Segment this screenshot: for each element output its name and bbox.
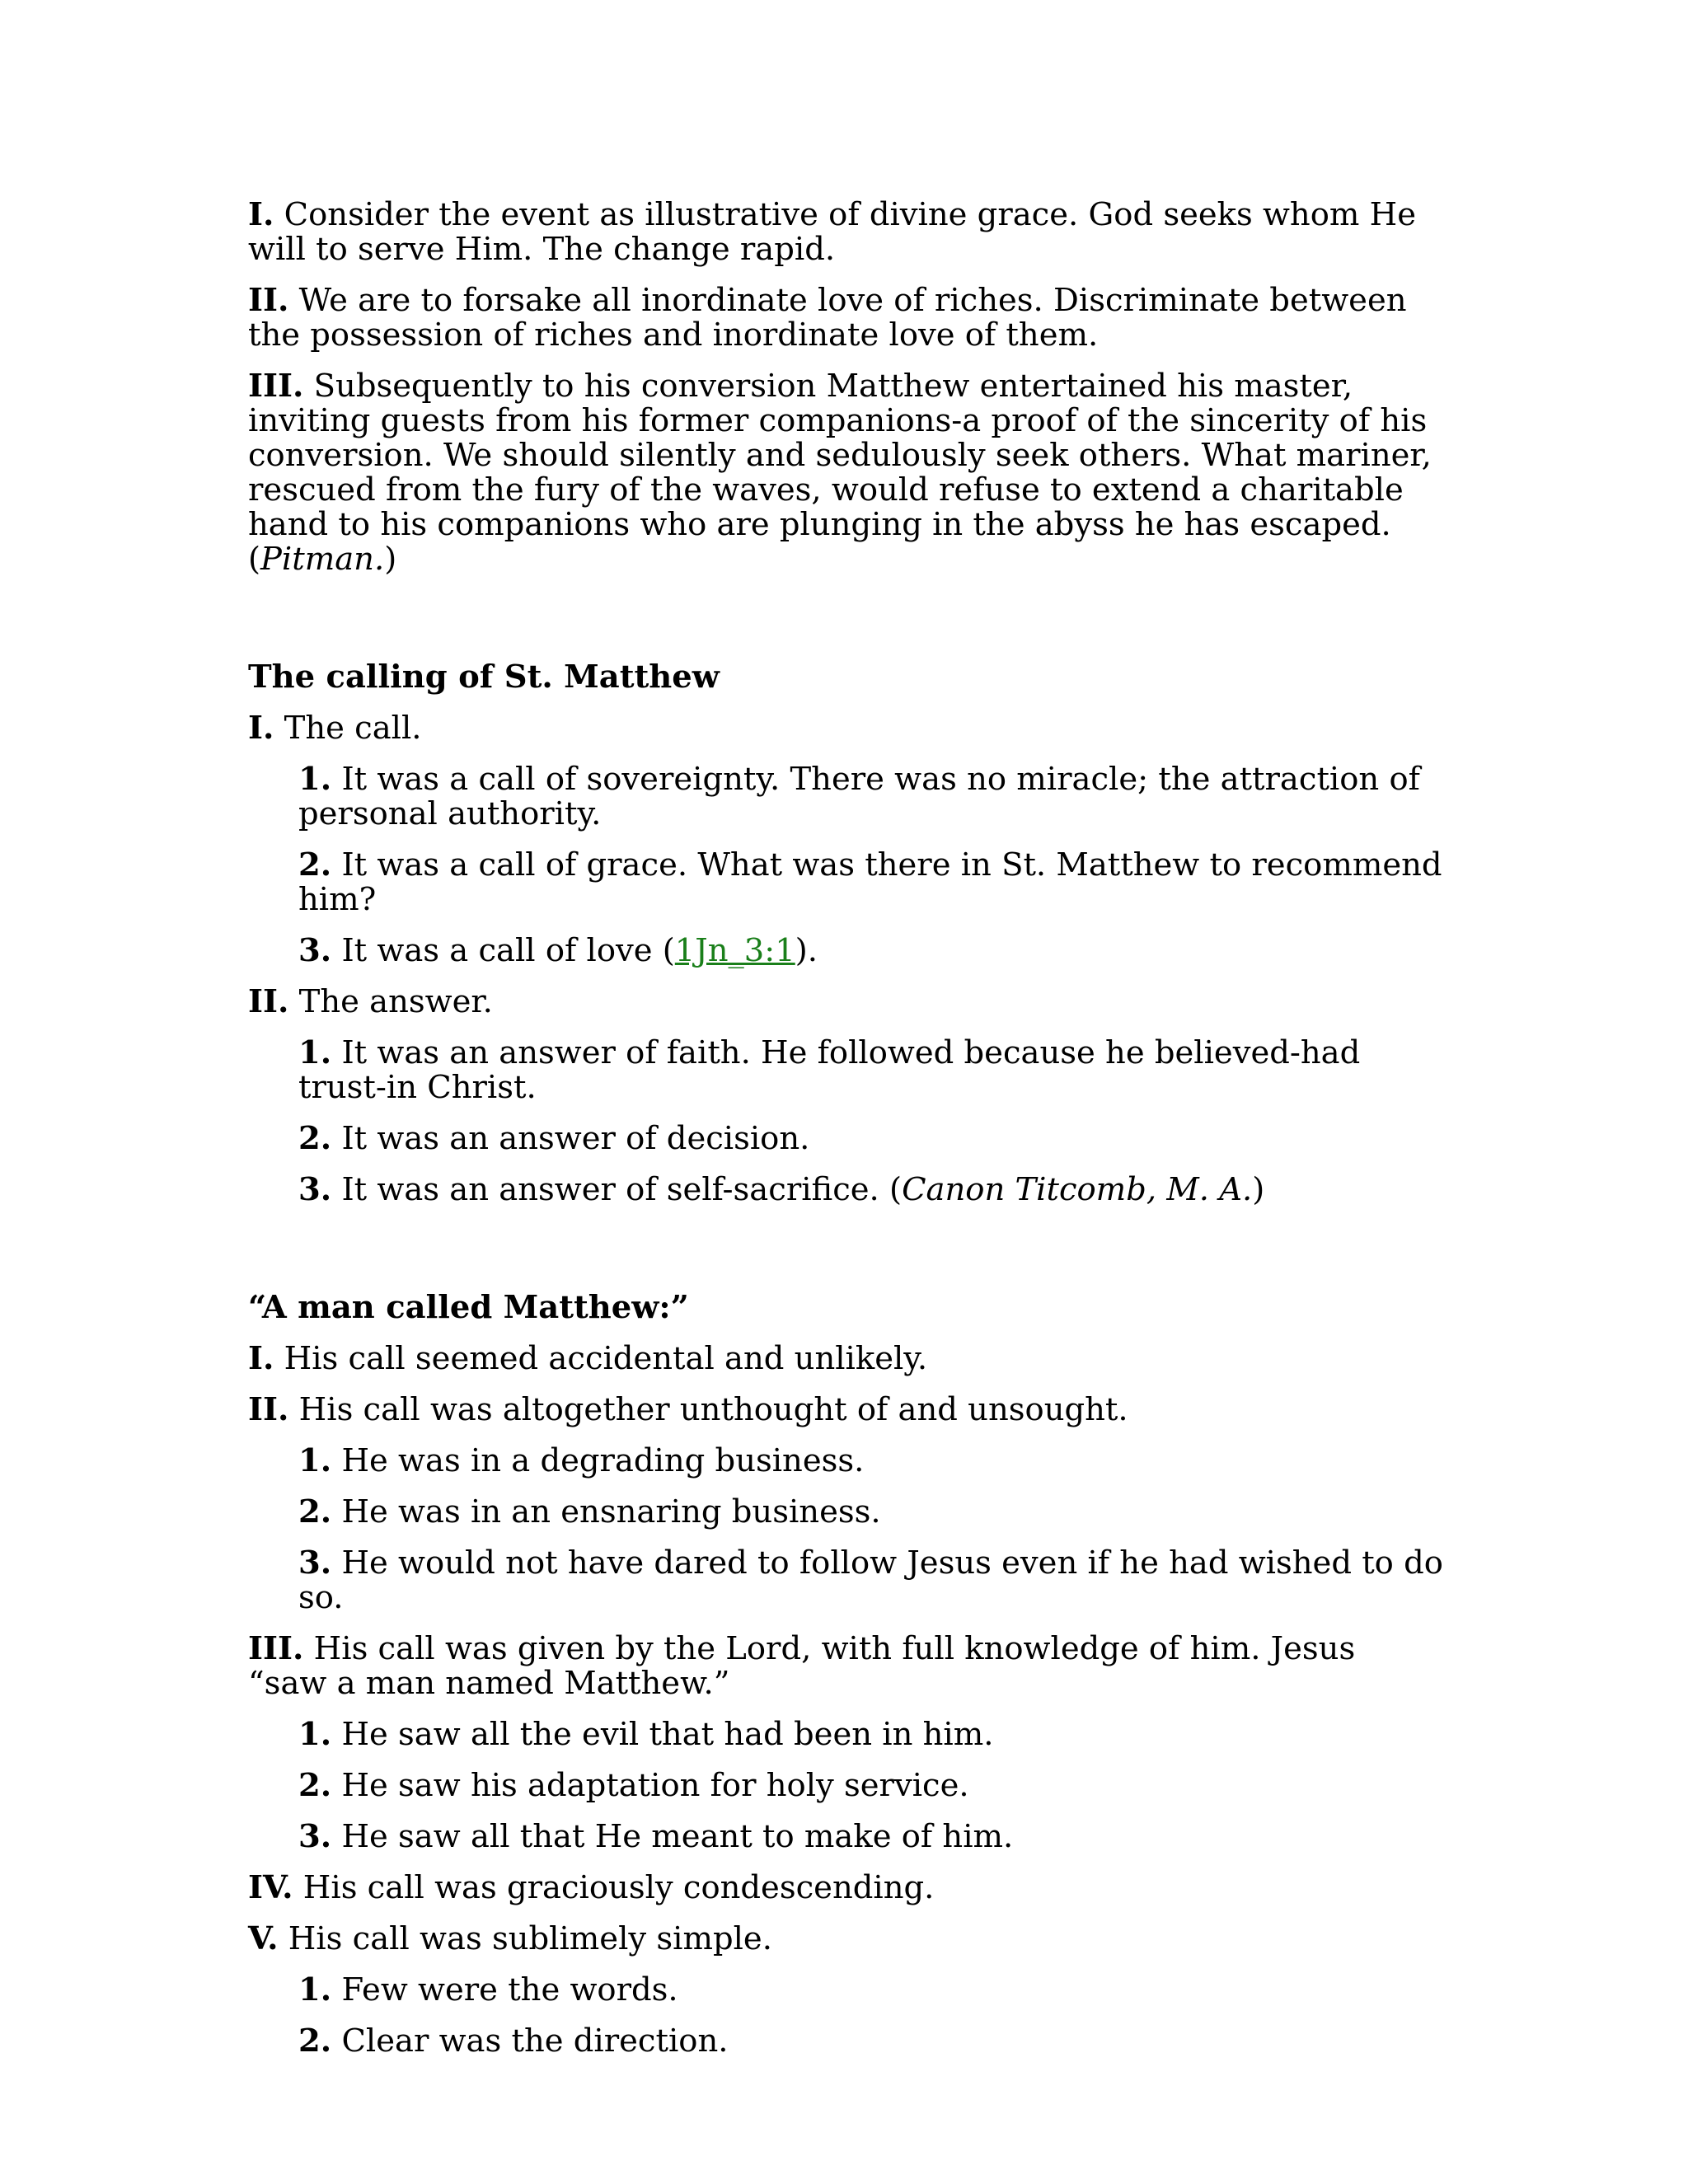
item-text: Few were the words. [331, 1971, 678, 2008]
item-number: II. [248, 1391, 289, 1428]
item-text: His call was sublimely simple. [278, 1920, 772, 1957]
intro-item-2 [248, 284, 1443, 353]
item-number: 3. [298, 1171, 332, 1208]
item-number: 1. [298, 1034, 332, 1071]
item-text: We are to forsake all inordinate love of riches. Discriminate between the possession of riches and inordinate love of them. [248, 282, 1407, 354]
item-number: 3. [298, 1544, 332, 1582]
item-text: His call was given by the Lord, with full knowledge of him. Jesus “saw a man named Matthew.” [248, 1630, 1356, 1702]
item-text: The call. [274, 710, 422, 747]
item-text: His call seemed accidental and unlikely. [274, 1340, 928, 1377]
item-number: II. [248, 282, 289, 319]
item-text: It was a call of grace. What was there in St. Matthew to recommend him? [298, 846, 1442, 918]
outline-subitem [248, 848, 1443, 917]
item-text: It was a call of love ( [331, 932, 675, 969]
item-number: I. [248, 1340, 274, 1377]
outline-subitem [248, 1769, 1443, 1803]
item-text: Subsequently to his conversion Matthew entertained his master, inviting guests from his former companions-a proof of the sincerity of his conversion. We should silently and sedulously seek others. What mariner, rescued from the fury of the waves, would refuse to extend a charitable hand to his companions who are plunging in the abyss he has escaped. ( [248, 368, 1432, 578]
outline-subitem [248, 1718, 1443, 1752]
outline-subitem [248, 2024, 1443, 2059]
item-text: His call was graciously condescending. [293, 1869, 935, 1906]
outline-subitem [248, 762, 1443, 832]
item-text: The answer. [288, 983, 493, 1020]
item-text: He saw all the evil that had been in him. [331, 1716, 994, 1753]
item-text: It was an answer of self-sacrifice. ( [331, 1171, 903, 1208]
item-number: 1. [298, 1971, 332, 2008]
item-number: I. [248, 196, 274, 233]
outline-subitem [248, 1973, 1443, 2008]
section-heading-calling: The calling of St. Matthew [248, 658, 720, 696]
scripture-reference-link[interactable]: 1Jn_3:1 [674, 932, 795, 969]
outline-subitem [248, 1122, 1443, 1156]
item-text: He saw his adaptation for holy service. [331, 1767, 969, 1804]
outline-item [248, 1871, 1443, 1905]
item-number: 2. [298, 846, 332, 883]
item-number: I. [248, 710, 274, 747]
item-text-close: ) [384, 541, 397, 578]
outline-item [248, 1922, 1443, 1957]
outline-item [248, 1342, 1443, 1376]
citation: Pitman. [260, 541, 385, 578]
document-content [248, 198, 1443, 2059]
item-text: His call was altogether unthought of and unsought. [288, 1391, 1128, 1428]
item-number: 3. [298, 932, 332, 969]
item-number: 2. [298, 1767, 332, 1804]
section-heading-man-called-matthew: “A man called Matthew:” [248, 1289, 689, 1326]
item-number: 1. [298, 761, 332, 798]
item-text: He was in a degrading business. [331, 1442, 865, 1479]
item-text: Consider the event as illustrative of divine grace. God seeks whom He will to serve Him. The change rapid. [248, 196, 1417, 268]
item-text: He would not have dared to follow Jesus even if he had wished to do so. [298, 1544, 1443, 1616]
item-number: V. [248, 1920, 279, 1957]
item-number: 3. [298, 1818, 332, 1855]
item-text: He saw all that He meant to make of him. [331, 1818, 1014, 1855]
outline-subitem [248, 1444, 1443, 1479]
item-text-close: ) [1252, 1171, 1265, 1208]
outline-subitem [248, 934, 1443, 968]
outline-item [248, 1393, 1443, 1427]
outline-subitem [248, 1173, 1443, 1207]
item-number: 1. [298, 1442, 332, 1479]
item-number: 1. [298, 1716, 332, 1753]
intro-item-3 [248, 369, 1443, 577]
citation: Canon Titcomb, M. A. [902, 1171, 1253, 1208]
outline-subitem [248, 1495, 1443, 1530]
item-text: It was an answer of decision. [331, 1120, 810, 1157]
item-number: IV. [248, 1869, 293, 1906]
item-number: III. [248, 1630, 304, 1667]
intro-item-1 [248, 198, 1443, 267]
item-number: II. [248, 983, 289, 1020]
outline-subitem [248, 1546, 1443, 1615]
item-number: 2. [298, 1493, 332, 1530]
outline-item [248, 1632, 1443, 1701]
item-number: 2. [298, 1120, 332, 1157]
item-number: 2. [298, 2022, 332, 2060]
item-text: It was a call of sovereignty. There was no miracle; the attraction of personal authority. [298, 761, 1420, 832]
item-text: He was in an ensnaring business. [331, 1493, 881, 1530]
outline-item [248, 711, 1443, 746]
item-text: It was an answer of faith. He followed because he believed-had trust-in Christ. [298, 1034, 1361, 1106]
item-text: Clear was the direction. [331, 2022, 729, 2060]
item-text-close: ). [795, 932, 818, 969]
outline-subitem [248, 1036, 1443, 1105]
item-number: III. [248, 368, 304, 405]
outline-item [248, 985, 1443, 1019]
outline-subitem [248, 1820, 1443, 1854]
